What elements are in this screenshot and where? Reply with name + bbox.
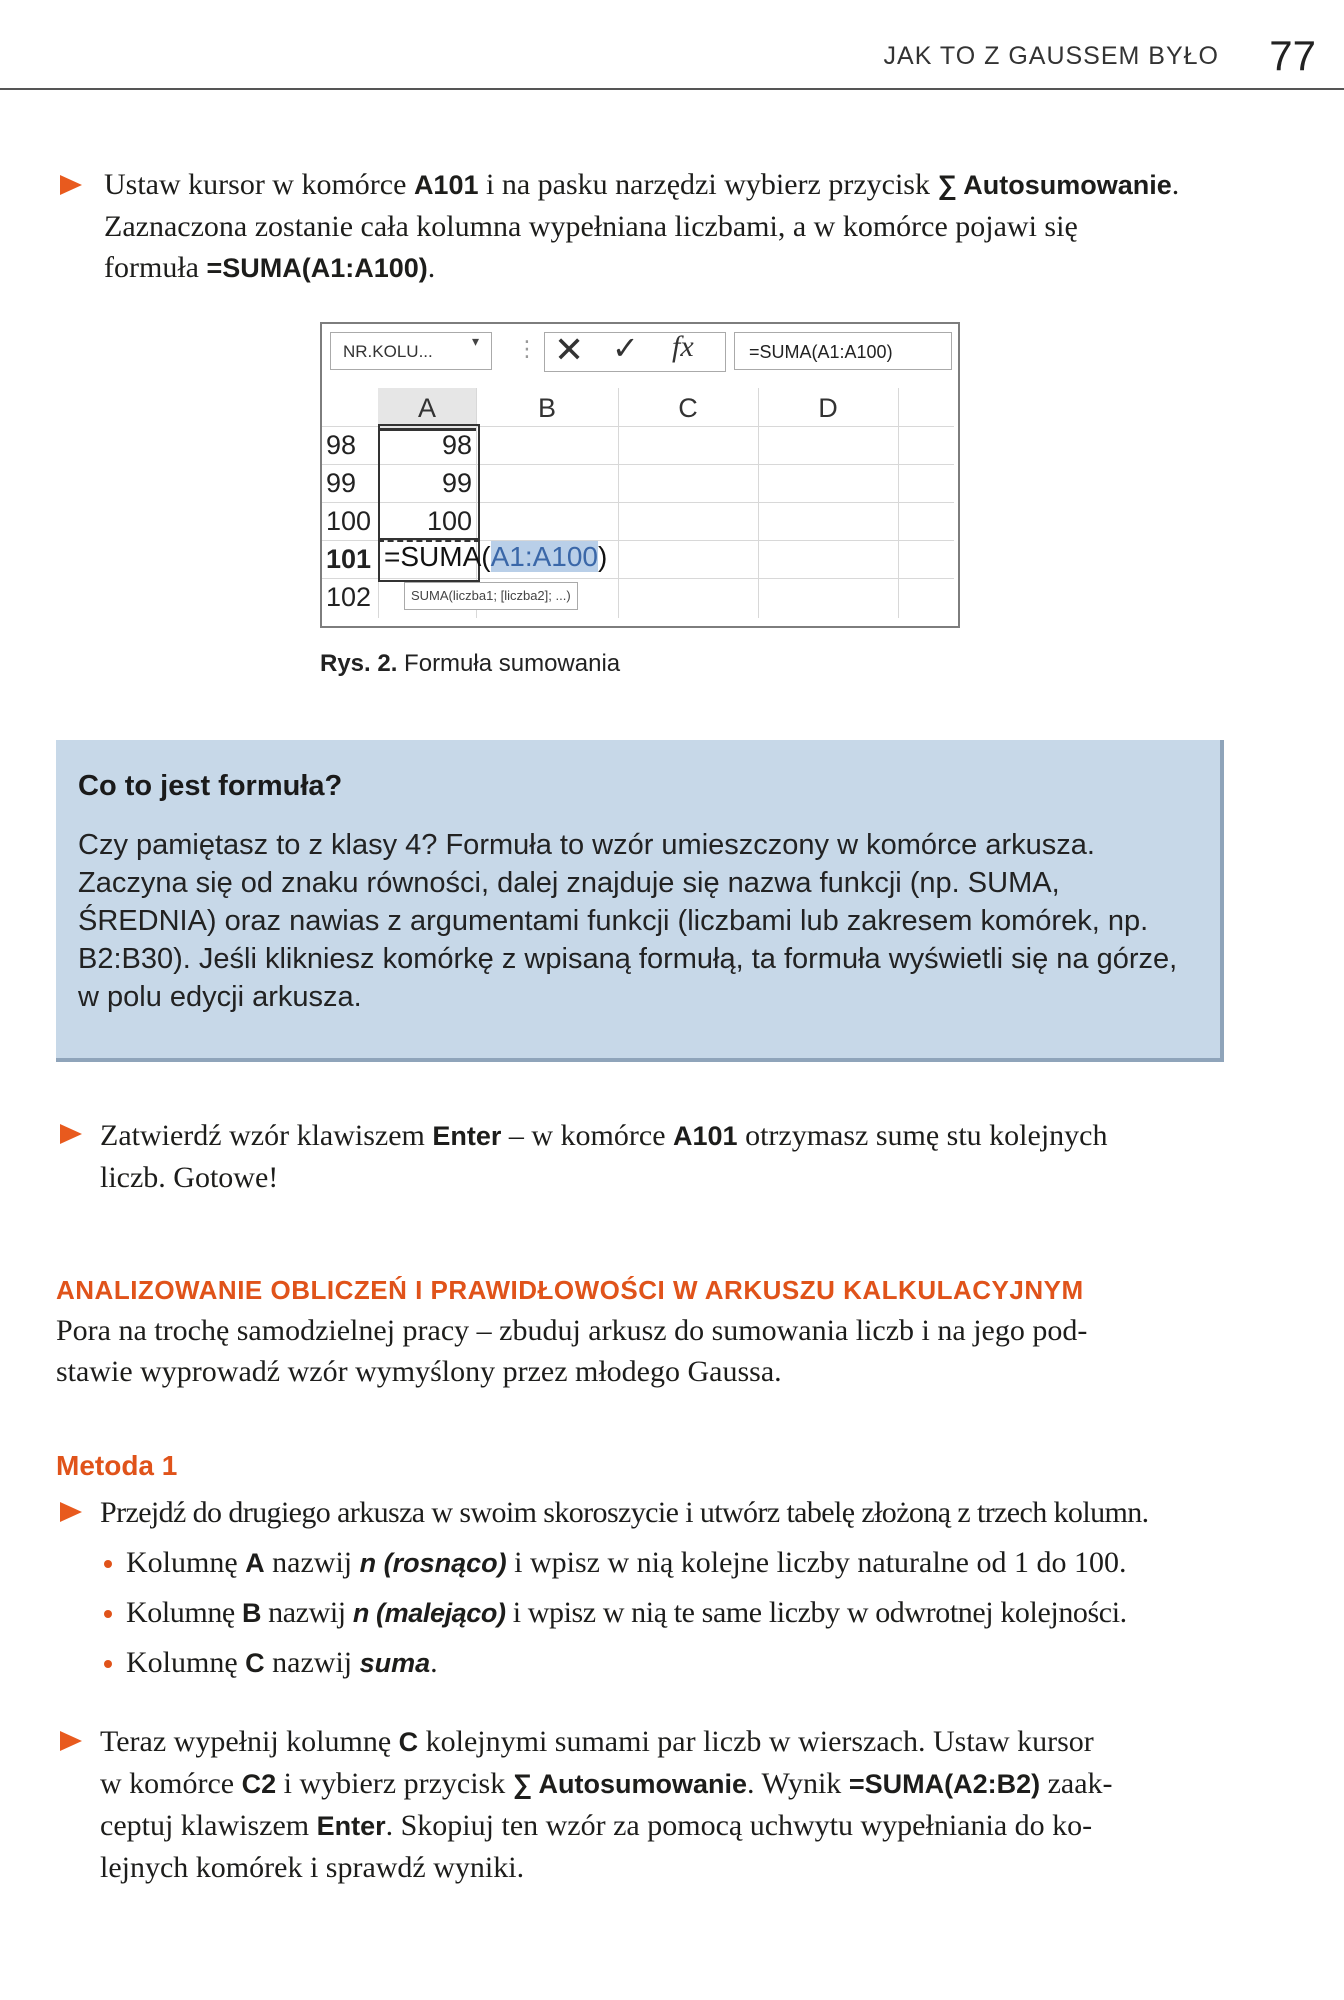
column-header-a: A — [378, 388, 476, 431]
section-intro-line-1: Pora na trochę samodzielnej pracy – zbuduj arkusz do sumowania liczb i na jego pod- — [56, 1314, 1088, 1347]
cell-value: 99 — [441, 468, 472, 498]
bullet-arrow-icon — [60, 175, 82, 195]
row-header: 101 — [326, 544, 372, 574]
section-intro-line-2: stawie wyprowadź wzór wymyślony przez młodego Gaussa. — [56, 1355, 782, 1388]
cancel-icon: ✕ — [554, 329, 585, 370]
column-header-d: D — [818, 393, 838, 423]
fx-icon: fx — [672, 330, 694, 363]
step-3-paragraph — [100, 1721, 1250, 1888]
grid-line — [898, 388, 899, 618]
step-1-line-3: formuła =SUMA(A1:A100). — [104, 251, 436, 284]
cell-ref: A101 — [413, 170, 479, 200]
bullet-item: Kolumnę C nazwij suma. — [126, 1646, 438, 1679]
step-3-line-4: lejnych komórek i sprawdź wyniki. — [100, 1851, 525, 1884]
info-box — [56, 740, 1224, 1062]
method-heading: Metoda 1 — [56, 1450, 178, 1481]
row-header: 99 — [326, 468, 357, 498]
info-box-title: Co to jest formuła? — [78, 770, 343, 802]
bullet-arrow-icon — [60, 1124, 82, 1144]
chevron-down-icon: ▾ — [472, 333, 480, 349]
formula-bar: =SUMA(A1:A100) — [734, 332, 952, 370]
cell-edit-formula: =SUMA(A1:A100) — [384, 541, 608, 572]
info-box-text: Czy pamiętasz to z klasy 4? Formuła to wzór umieszczony w komórce arkusza. Zaczyna się od znaku równości, dalej znajduje się nazwa funkcji (np. SUMA, ŚREDNIA) oraz nawias z argumentami funkcji (liczbami lub zakresem komórek, np. B2:B30). Jeśli klikniesz komórkę z wpisaną formułą, ta formuła wyświetli się na górze, w polu edycji arkusza. — [78, 829, 1178, 1013]
column-header-c: C — [678, 393, 698, 423]
bullet-dot-icon — [104, 1610, 112, 1618]
bullet-dot-icon — [104, 1560, 112, 1568]
section-intro — [56, 1310, 1236, 1392]
section-heading: ANALIZOWANIE OBLICZEŃ I PRAWIDŁOWOŚCI W ARKUSZU KALKULACYJNYM — [56, 1275, 1084, 1305]
figure-caption: Rys. 2. Formuła sumowania — [320, 650, 621, 677]
step-3-line-3: ceptuj klawiszem Enter. Skopiuj ten wzór za pomocą uchwytu wypełniania do ko- — [100, 1809, 1093, 1842]
bullet-arrow-icon — [60, 1502, 82, 1522]
step-1-line-1: Ustaw kursor w komórce A101 i na pasku narzędzi wybierz przycisk ∑ Autosumowanie. — [104, 168, 1180, 201]
column-header-b: B — [537, 393, 556, 423]
row-header: 100 — [326, 506, 372, 536]
bullet-item: Kolumnę B nazwij n (malejąco) i wpisz w nią te same liczby w odwrotnej kolejności. — [126, 1596, 1127, 1629]
spreadsheet-figure — [320, 322, 960, 628]
row-header: 98 — [326, 430, 357, 460]
bullet-arrow-icon — [60, 1731, 82, 1751]
step-1-line-2: Zaznaczona zostanie cała kolumna wypełniana liczbami, a w komórce pojawi się — [104, 210, 1078, 243]
separator-dots-icon: ⋮ — [516, 336, 538, 361]
autosum-label: ∑ Autosumowanie — [937, 170, 1172, 200]
cell-ref: A101 — [673, 1121, 738, 1151]
step-3-line-2: w komórce C2 i wybierz przycisk ∑ Autosumowanie. Wynik =SUMA(A2:B2) zaak- — [100, 1767, 1113, 1800]
running-head: JAK TO Z GAUSSEM BYŁO — [883, 42, 1219, 70]
step-3-line-1: Teraz wypełnij kolumnę C kolejnymi sumami par liczb w wierszach. Ustaw kursor — [100, 1725, 1094, 1758]
page-number: 77 — [1269, 32, 1316, 79]
enter-check-icon: ✓ — [612, 330, 639, 366]
range-reference: A1:A100 — [490, 541, 598, 572]
step-2-line-1: Zatwierdź wzór klawiszem Enter – w komórce A101 otrzymasz sumę stu kolejnych — [100, 1119, 1108, 1152]
selection-range — [378, 424, 480, 542]
cell-value: 98 — [441, 430, 472, 460]
step-2-line-2: liczb. Gotowe! — [100, 1161, 279, 1194]
header-rule — [0, 88, 1344, 90]
cell-value: 100 — [426, 506, 472, 536]
step-2-paragraph — [100, 1115, 1230, 1198]
function-tooltip: SUMA(liczba1; [liczba2]; ...) — [404, 582, 578, 610]
name-box: NR.KOLU... — [330, 332, 492, 370]
row-header: 102 — [326, 582, 372, 612]
method-1-step: Przejdź do drugiego arkusza w swoim skoroszycie i utwórz tabelę złożoną z trzech kolumn. — [100, 1496, 1149, 1529]
key-label: Enter — [432, 1121, 502, 1151]
bullet-dot-icon — [104, 1660, 112, 1668]
step-1-paragraph — [104, 164, 1234, 289]
bullet-item: Kolumnę A nazwij n (rosnąco) i wpisz w nią kolejne liczby naturalne od 1 do 100. — [126, 1546, 1127, 1579]
formula-text: =SUMA(A1:A100) — [206, 253, 428, 283]
